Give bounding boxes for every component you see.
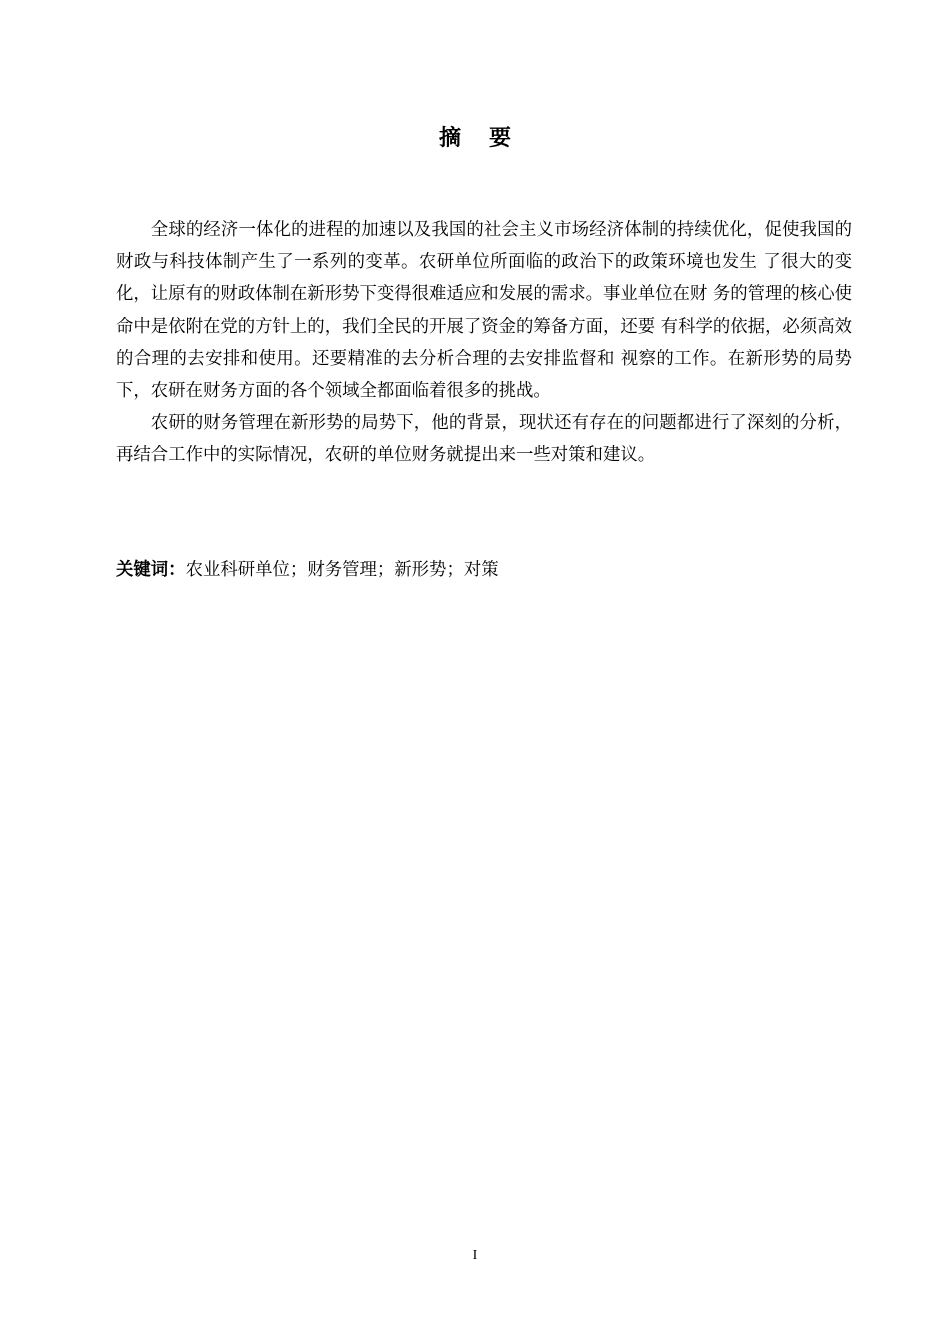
page-number: I [472,1248,478,1263]
abstract-body [116,214,852,472]
keywords-line [116,554,499,586]
keywords-value: 农业科研单位；财务管理；新形势；对策 [185,560,499,580]
abstract-paragraph-1: 全球的经济一体化的进程的加速以及我国的社会主义市场经济体制的持续优化，促使我国的财政与科技体制产生了一系列的变革。农研单位所面临的政治下的政策环境也发生 了很大的变化，让原有的财政体制在新形势下变得很难适应和发展的需求。事业单位在财 务的管理的核心使命中是依附在党的方针上的，我们全民的开展了资金的筹备方面，还要 有科学的依据，必须高效的合理的去安排和使用。还要精准的去分析合理的去安排监督和 视察的工作。在新形势的局势下，农研在财务方面的各个领域全都面临着很多的挑战。 [116,220,852,402]
abstract-title [0,122,950,156]
abstract-title-char-2: 要 [489,126,512,151]
abstract-paragraph-2: 农研的财务管理在新形势的局势下，他的背景，现状还有存在的问题都进行了深刻的分析，再结合工作中的实际情况，农研的单位财务就提出来一些对策和建议。 [116,413,852,466]
keywords-label: 关键词： [116,560,186,580]
abstract-title-char-1: 摘 [438,126,461,151]
